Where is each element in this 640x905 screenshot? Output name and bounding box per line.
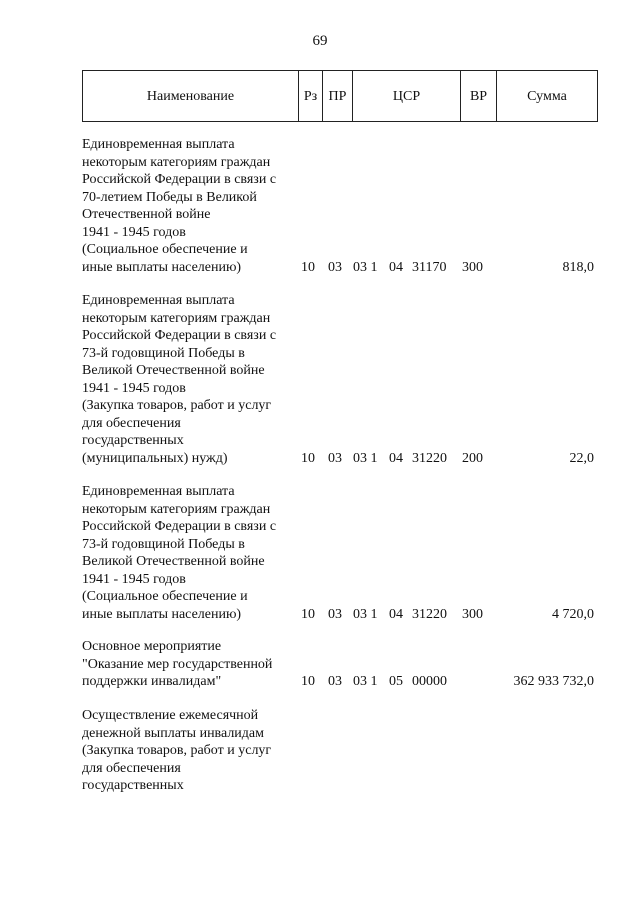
cell-csr-event: 05 (389, 674, 403, 689)
cell-csr-event: 04 (389, 606, 403, 622)
cell-csr-direction: 31220 (412, 450, 447, 466)
header-sum: Сумма (527, 89, 567, 104)
cell-csr-program: 03 1 (353, 259, 378, 275)
cell-sum: 362 933 732,0 (513, 674, 594, 689)
cell-rz: 10 (301, 450, 315, 466)
cell-rz: 10 (301, 259, 315, 275)
row-name: Основное мероприятие "Оказание мер государственной поддержки инвалидам" (82, 639, 273, 689)
table-row (82, 292, 598, 467)
table-row (82, 483, 598, 623)
header-name: Наименование (83, 71, 299, 121)
header-vr: ВР (461, 71, 497, 121)
cell-vr: 200 (462, 450, 483, 466)
table-row (82, 136, 598, 276)
cell-csr-program: 03 1 (353, 606, 378, 622)
cell-csr-direction: 00000 (412, 674, 447, 689)
cell-pr: 03 (328, 674, 342, 689)
row-name: Единовременная выплата некоторым категориям граждан Российской Федерации в связи с 70-летием Победы в Великой Отечественной войне 1941 - 1945 годов (Социальное обеспечение и иные выплаты населению) (82, 137, 277, 275)
cell-csr-event: 04 (389, 450, 403, 466)
cell-csr-direction: 31170 (412, 259, 447, 275)
table-row (82, 638, 598, 691)
row-codes (82, 673, 598, 691)
row-codes (82, 606, 598, 624)
cell-vr: 300 (462, 259, 483, 275)
cell-csr-program: 03 1 (353, 450, 378, 466)
cell-pr: 03 (328, 259, 342, 275)
cell-rz: 10 (301, 674, 315, 689)
cell-sum: 4 720,0 (552, 606, 594, 622)
header-pr: ПР (323, 71, 353, 121)
cell-pr: 03 (328, 606, 342, 622)
page-number: 69 (312, 33, 328, 49)
cell-csr-program: 03 1 (353, 674, 378, 689)
cell-sum: 22,0 (569, 450, 594, 466)
row-codes (82, 259, 598, 277)
header-csr: ЦСР (353, 71, 461, 121)
cell-rz: 10 (301, 606, 315, 622)
row-name: Единовременная выплата некоторым категориям граждан Российской Федерации в связи с 73-й годовщиной Победы в Великой Отечественной войне 1941 - 1945 годов (Закупка товаров, работ и услуг для обеспечения государственных (муниципальных) нужд) (82, 293, 277, 466)
row-codes (82, 450, 598, 468)
table-row (82, 707, 598, 795)
cell-vr: 300 (462, 606, 483, 622)
cell-csr-event: 04 (389, 259, 403, 275)
table-header (82, 70, 598, 122)
cell-csr-direction: 31220 (412, 606, 447, 622)
cell-sum: 818,0 (562, 259, 594, 275)
row-name: Единовременная выплата некоторым категориям граждан Российской Федерации в связи с 73-й годовщиной Победы в Великой Отечественной войне 1941 - 1945 годов (Социальное обеспечение и иные выплаты населению) (82, 484, 277, 622)
row-name: Осуществление ежемесячной денежной выплаты инвалидам (Закупка товаров, работ и услуг для обеспечения государственных (82, 708, 272, 793)
header-rz: Рз (299, 71, 323, 121)
cell-pr: 03 (328, 450, 342, 466)
